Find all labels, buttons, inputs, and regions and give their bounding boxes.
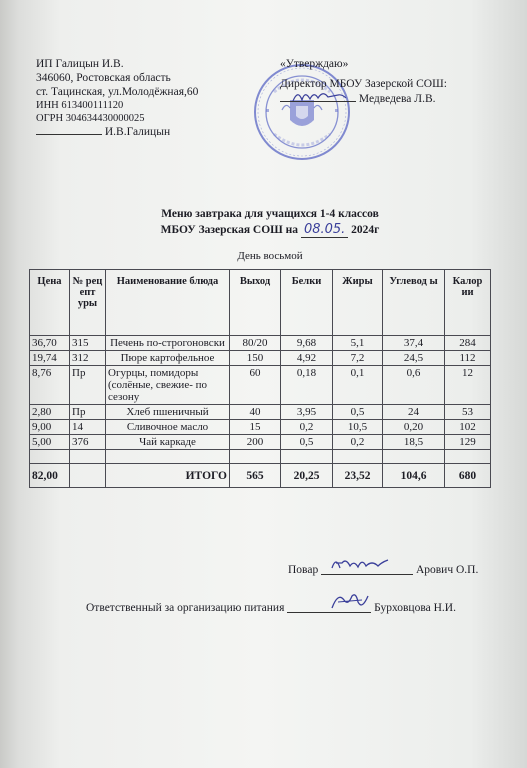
total-label: ИТОГО bbox=[106, 464, 230, 488]
cell-price: 36,70 bbox=[30, 336, 70, 351]
cell-calories: 284 bbox=[445, 336, 491, 351]
cell-recipe: Пр bbox=[70, 366, 106, 405]
cell-carbs: 24 bbox=[383, 405, 445, 420]
cell-recipe: 376 bbox=[70, 435, 106, 450]
seller-address-region: 346060, Ростовская область bbox=[36, 72, 171, 84]
menu-date-handwritten: 08.05. bbox=[303, 222, 346, 237]
cell-price: 19,74 bbox=[30, 351, 70, 366]
menu-title-line1: Меню завтрака для учащихся 1-4 классов bbox=[161, 208, 379, 220]
total-proteins: 20,25 bbox=[281, 464, 333, 488]
cell-fats: 0,2 bbox=[333, 435, 383, 450]
director-name: Медведева Л.В. bbox=[358, 93, 436, 105]
menu-title-year: 2024г bbox=[351, 224, 380, 236]
table-row-empty bbox=[30, 450, 491, 464]
cell-recipe: 14 bbox=[70, 420, 106, 435]
responsible-signature-row bbox=[86, 602, 456, 615]
column-header-proteins: Белки bbox=[281, 270, 333, 336]
seller-signature-line bbox=[36, 126, 170, 139]
table-row bbox=[30, 435, 491, 450]
cell-calories: 129 bbox=[445, 435, 491, 450]
table-row bbox=[30, 420, 491, 435]
cell-calories: 112 bbox=[445, 351, 491, 366]
cell-dish: Чай каркаде bbox=[106, 435, 230, 450]
cell-proteins: 0,5 bbox=[281, 435, 333, 450]
cell-fats: 0,5 bbox=[333, 405, 383, 420]
cell-price: 5,00 bbox=[30, 435, 70, 450]
seller-address-street: ст. Тацинская, ул.Молодёжная,60 bbox=[36, 86, 199, 98]
cell-proteins: 3,95 bbox=[281, 405, 333, 420]
seller-signature-name: И.В.Галицын bbox=[104, 126, 171, 138]
total-yield: 565 bbox=[230, 464, 281, 488]
cell-yield: 60 bbox=[230, 366, 281, 405]
seller-inn: ИНН 613400111120 bbox=[36, 100, 124, 111]
cell-calories: 12 bbox=[445, 366, 491, 405]
cell-yield: 200 bbox=[230, 435, 281, 450]
cook-label: Повар bbox=[288, 564, 319, 576]
approval-label: «Утверждаю» bbox=[280, 58, 349, 70]
cell-carbs: 0,20 bbox=[383, 420, 445, 435]
director-handwritten-signature bbox=[290, 86, 350, 106]
table-row bbox=[30, 336, 491, 351]
column-header-fats: Жиры bbox=[333, 270, 383, 336]
column-header-price: Цена bbox=[30, 270, 70, 336]
menu-title-line2 bbox=[80, 222, 460, 238]
cell-proteins: 0,18 bbox=[281, 366, 333, 405]
cell-carbs: 18,5 bbox=[383, 435, 445, 450]
column-header-carbs: Углевод ы bbox=[383, 270, 445, 336]
total-carbs: 104,6 bbox=[383, 464, 445, 488]
table-row bbox=[30, 405, 491, 420]
cell-dish: Печень по-строгоновски bbox=[106, 336, 230, 351]
cell-recipe: 315 bbox=[70, 336, 106, 351]
total-price: 82,00 bbox=[30, 464, 70, 488]
cell-yield: 40 bbox=[230, 405, 281, 420]
cell-price: 2,80 bbox=[30, 405, 70, 420]
responsible-name: Бурховцова Н.И. bbox=[374, 602, 456, 614]
director-title: Директор МБОУ Зазерской СОШ: bbox=[280, 78, 447, 90]
column-header-dish: Наименование блюда bbox=[106, 270, 230, 336]
cell-recipe: 312 bbox=[70, 351, 106, 366]
cell-price: 8,76 bbox=[30, 366, 70, 405]
official-stamp-seal bbox=[252, 62, 352, 162]
cell-dish: Пюре картофельное bbox=[106, 351, 230, 366]
cell-fats: 7,2 bbox=[333, 351, 383, 366]
cell-yield: 150 bbox=[230, 351, 281, 366]
menu-title-school: МБОУ Зазерская СОШ на bbox=[160, 224, 299, 236]
table-row bbox=[30, 351, 491, 366]
cook-handwritten-signature bbox=[330, 552, 390, 574]
table-row-total bbox=[30, 464, 491, 488]
cell-fats: 5,1 bbox=[333, 336, 383, 351]
cell-calories: 53 bbox=[445, 405, 491, 420]
cell-price: 9,00 bbox=[30, 420, 70, 435]
column-header-calories: Калор ии bbox=[445, 270, 491, 336]
cell-proteins: 4,92 bbox=[281, 351, 333, 366]
total-fats: 23,52 bbox=[333, 464, 383, 488]
responsible-handwritten-signature bbox=[328, 590, 372, 614]
total-calories: 680 bbox=[445, 464, 491, 488]
table-header-row bbox=[30, 270, 491, 336]
cell-yield: 15 bbox=[230, 420, 281, 435]
cell-calories: 102 bbox=[445, 420, 491, 435]
responsible-label: Ответственный за организацию питания bbox=[86, 602, 285, 614]
cell-dish: Хлеб пшеничный bbox=[106, 405, 230, 420]
cell-yield: 80/20 bbox=[230, 336, 281, 351]
cell-dish: Сливочное масло bbox=[106, 420, 230, 435]
seller-ogrn: ОГРН 304634430000025 bbox=[36, 113, 145, 124]
menu-table bbox=[29, 269, 491, 488]
column-header-recipe: № рец епт уры bbox=[70, 270, 106, 336]
cell-carbs: 37,4 bbox=[383, 336, 445, 351]
total-recipe bbox=[70, 464, 106, 488]
menu-day-label: День восьмой bbox=[237, 250, 303, 262]
cell-carbs: 24,5 bbox=[383, 351, 445, 366]
cell-proteins: 0,2 bbox=[281, 420, 333, 435]
seller-name: ИП Галицын И.В. bbox=[36, 58, 124, 70]
cell-carbs: 0,6 bbox=[383, 366, 445, 405]
cell-proteins: 9,68 bbox=[281, 336, 333, 351]
cell-dish: Огурцы, помидоры (солёные, свежие- по сезону bbox=[106, 366, 230, 405]
cook-name: Арович О.П. bbox=[415, 564, 479, 576]
cell-recipe: Пр bbox=[70, 405, 106, 420]
cell-fats: 0,1 bbox=[333, 366, 383, 405]
table-row bbox=[30, 366, 491, 405]
cell-fats: 10,5 bbox=[333, 420, 383, 435]
column-header-yield: Выход bbox=[230, 270, 281, 336]
